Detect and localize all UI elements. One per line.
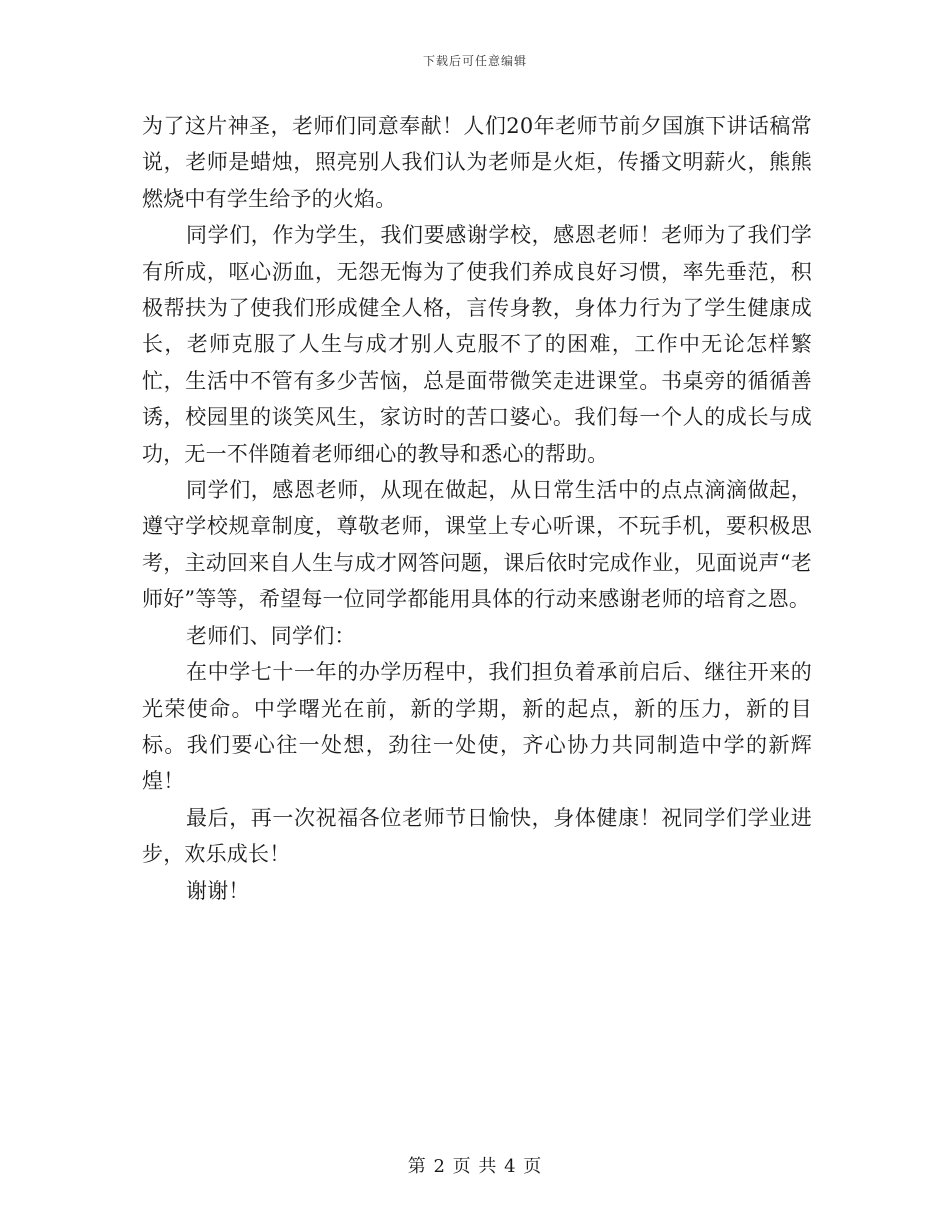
salutation: 老师们、同学们： [186, 623, 356, 648]
closing-thanks: 谢谢！ [186, 878, 250, 903]
paragraph-3: 同学们，感恩老师，从现在做起，从日常生活中的点点滴滴做起，遵守学校规章制度，尊敬老师，课堂上专心听课，不玩手机，要积极思考，主动回来自人生与成才网答问题，课后依时完成作业，见面说声“老师好”等等，希望每一位同学都能用具体的行动来感谢老师的培育之恩。 [142, 478, 812, 612]
page-number: 第 2 页 共 4 页 [407, 1156, 543, 1177]
paragraph-1: 为了这片神圣，老师们同意奉献！人们20年老师节前夕国旗下讲话稿常说，老师是蜡烛，照亮别人我们认为老师是火炬，传播文明薪火，熊熊燃烧中有学生给予的火焰。 [142, 114, 812, 211]
paragraph-5: 最后，再一次祝福各位老师节日愉快，身体健康！祝同学们学业进步，欢乐成长！ [142, 805, 812, 867]
page-header: 下载后可任意编辑 [422, 54, 527, 68]
document-body [142, 108, 812, 909]
paragraph-2: 同学们，作为学生，我们要感谢学校，感恩老师！老师为了我们学有所成，呕心沥血，无怨无悔为了使我们养成良好习惯，率先垂范，积极帮扶为了使我们形成健全人格，言传身教，身体力行为了学生健康成长，老师克服了人生与成才别人克服不了的困难，工作中无论怎样繁忙，生活中不管有多少苦恼，总是面带微笑走进课堂。书桌旁的循循善诱，校园里的谈笑风生，家访时的苦口婆心。我们每一个人的成长与成功，无一不伴随着老师细心的教导和悉心的帮助。 [142, 223, 812, 466]
paragraph-4: 在中学七十一年的办学历程中，我们担负着承前启后、继往开来的光荣使命。中学曙光在前，新的学期，新的起点，新的压力，新的目标。我们要心往一处想，劲往一处使，齐心协力共同制造中学的新辉煌！ [142, 660, 812, 794]
